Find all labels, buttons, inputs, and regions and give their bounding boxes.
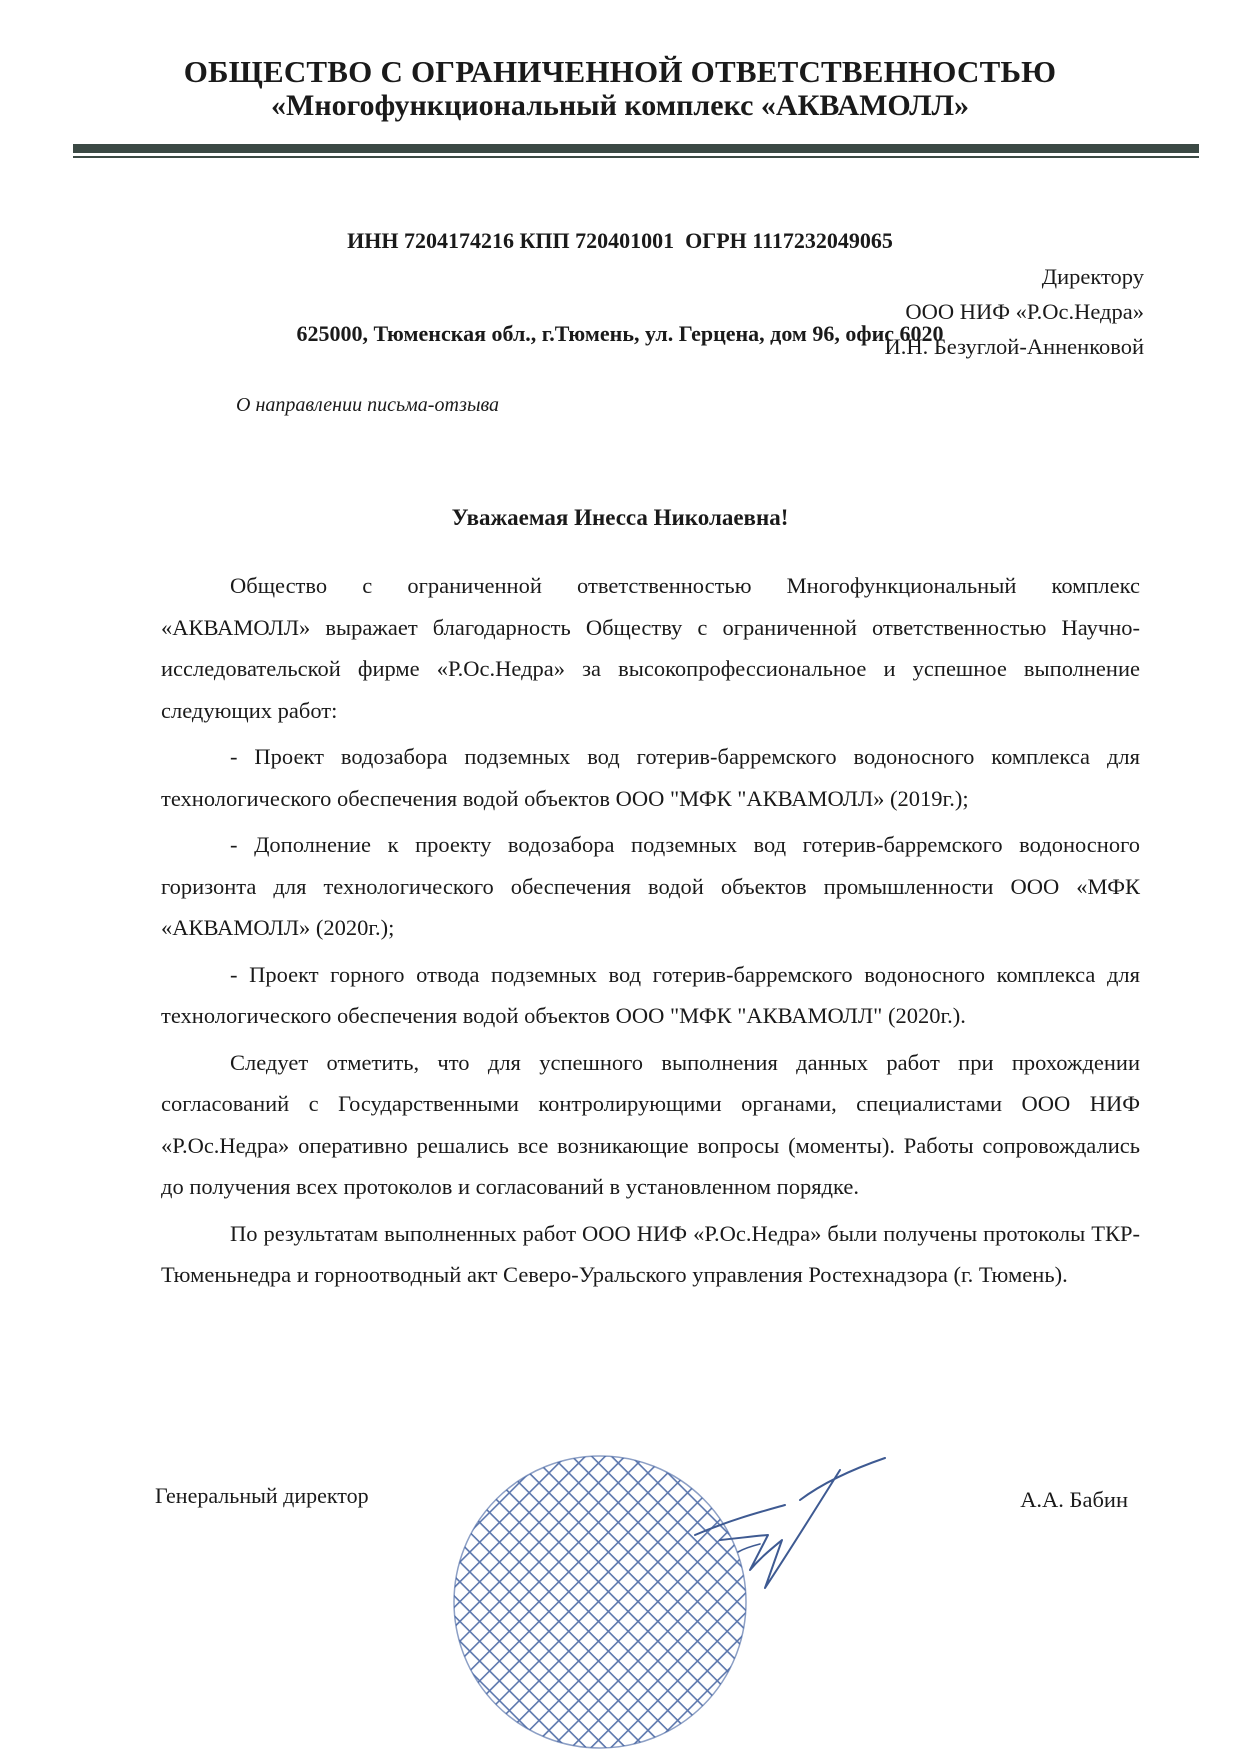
letterhead-org-subname: «Многофункциональный комплекс «АКВАМОЛЛ» [271,89,969,122]
address-line: 625000, Тюменская обл., г.Тюмень, ул. Герцена, дом 96, офис 6020 [296,321,944,346]
letterhead-rule-thick [73,144,1199,153]
signature-name: А.А. Бабин [1020,1487,1128,1512]
body-paragraph-intro: Общество с ограниченной ответственностью Многофункциональный комплекс «АКВАМОЛЛ» выражает благодарность Обществу с ограниченной ответственностью Научно-исследовательской фирме «Р.Ос.Недра» за высокопрофессиональное и успешное выполнение следующих работ: [161,573,1140,723]
body-list-item-3: - Проект горного отвода подземных вод готерив-барремского водоносного комплекса для технологического обеспечения водой объектов ООО "МФК "АКВАМОЛЛ" (2020г.). [161,961,1140,1028]
letter-body [161,565,1140,1296]
letterhead-rule-thin [73,156,1199,158]
recipient-block [885,259,1144,364]
recipient-person: И.Н. Безуглой-Анненковой [884,334,1144,359]
body-list-item-2: - Дополнение к проекту водозабора подземных вод готерив-барремского водоносного горизонта для технологического обеспечения водой объектов промышленности ООО «МФК «АКВАМОЛЛ» (2020г.); [161,832,1140,940]
handwritten-signature-icon [690,1440,890,1590]
requisites-line: ИНН 7204174216 КПП 720401001 ОГРН 1117232049065 [347,228,893,253]
signature-title: Генеральный директор [155,1483,369,1508]
letter-greeting: Уважаемая Инесса Николаевна! [451,505,789,530]
body-paragraph-results: По результатам выполненных работ ООО НИФ «Р.Ос.Недра» были получены протоколы ТКР-Тюменьнедра и горноотводный акт Северо-Уральского управления Ростехнадзора (г. Тюмень). [161,1220,1140,1287]
body-paragraph-note: Следует отметить, что для успешного выполнения данных работ при прохождении согласований с Государственными контролирующими органами, специалистами ООО НИФ «Р.Ос.Недра» оперативно решались все возникающие вопросы (моменты). Работы сопровождались до получения всех протоколов и согласований в установленном порядке. [161,1049,1140,1199]
recipient-organization: ООО НИФ «Р.Ос.Недра» [905,299,1144,324]
recipient-position: Директору [1041,264,1144,289]
letterhead-org-name: ОБЩЕСТВО С ОГРАНИЧЕННОЙ ОТВЕТСТВЕННОСТЬЮ [183,54,1057,89]
letter-subject: О направлении письма-отзыва [236,394,500,416]
body-list-item-1: - Проект водозабора подземных вод готерив-барремского водоносного комплекса для технологического обеспечения водой объектов ООО "МФК "АКВАМОЛЛ» (2019г.); [161,744,1140,811]
